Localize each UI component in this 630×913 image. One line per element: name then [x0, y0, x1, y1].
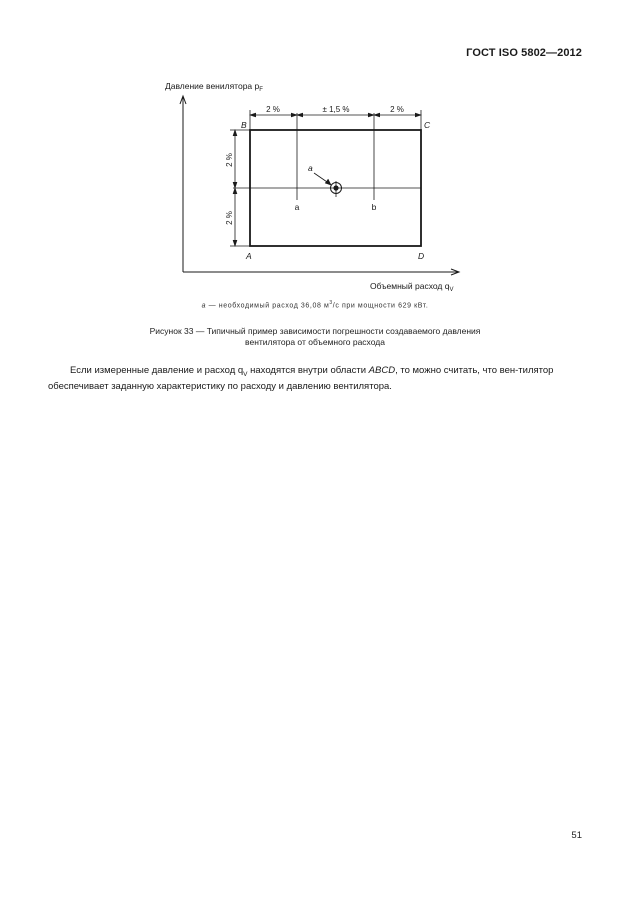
operating-point-leader-arrow: [325, 179, 331, 185]
paragraph-part-2: находятся внутри области: [247, 365, 369, 376]
note-text: — необходимый расход 36,08 м: [206, 302, 330, 310]
operating-point-dot: [333, 185, 338, 190]
note-sup: 3: [329, 300, 333, 306]
x-axis-label: Объемный расход $q_V$: [370, 281, 454, 293]
body-paragraph: [48, 365, 582, 394]
caption-line-2: вентилятора от объемного расхода: [245, 337, 385, 347]
page-number: 51: [571, 830, 582, 841]
note-letter: a: [201, 302, 207, 310]
left-dim-arrow-4: [233, 240, 237, 246]
operating-point-label: a: [308, 163, 313, 173]
left-dim-arrow-3: [233, 188, 237, 194]
tolerance-figure: [0, 0, 630, 300]
top-dim-arrow-5: [374, 113, 380, 117]
top-dim-arrow-6: [415, 113, 421, 117]
paragraph-part-3: , то можно считать, что вен-тилятор обеспечивает заданную характеристику по расходу и давлению вентилятора.: [48, 365, 554, 393]
top-dim-arrow-3: [297, 113, 303, 117]
caption-line-1: Рисунок 33 — Типичный пример зависимости погрешности создаваемого давления: [149, 326, 481, 336]
top-dim-left-label: 2 %: [266, 105, 280, 114]
corner-b-label: B: [241, 120, 247, 130]
corner-d-label: D: [418, 251, 425, 261]
line-a-label: a: [294, 202, 300, 212]
top-dim-arrow-1: [250, 113, 256, 117]
top-dim-center-label: ± 1,5 %: [322, 105, 350, 114]
left-dim-lower-label: 2 %: [225, 211, 234, 225]
note-text-end: /с при мощности 629 кВт.: [332, 302, 429, 310]
figure-caption: [0, 326, 630, 348]
top-dim-right-label: 2 %: [390, 105, 404, 114]
paragraph-sub: V: [243, 370, 248, 378]
corner-a-label: A: [246, 251, 252, 261]
left-dim-upper-label: 2 %: [225, 153, 234, 167]
line-b-label: b: [371, 202, 377, 212]
paragraph-part-1: Если измеренные давление и расход q: [70, 365, 244, 376]
standard-header: ГОСТ ISO 5802—2012: [466, 47, 582, 59]
figure-note: [0, 300, 630, 309]
left-dim-arrow-1: [233, 130, 237, 136]
y-axis-label: Давление венилятора $p_F$: [165, 81, 263, 93]
paragraph-region: ABCD: [368, 365, 396, 376]
corner-c-label: C: [424, 120, 431, 130]
